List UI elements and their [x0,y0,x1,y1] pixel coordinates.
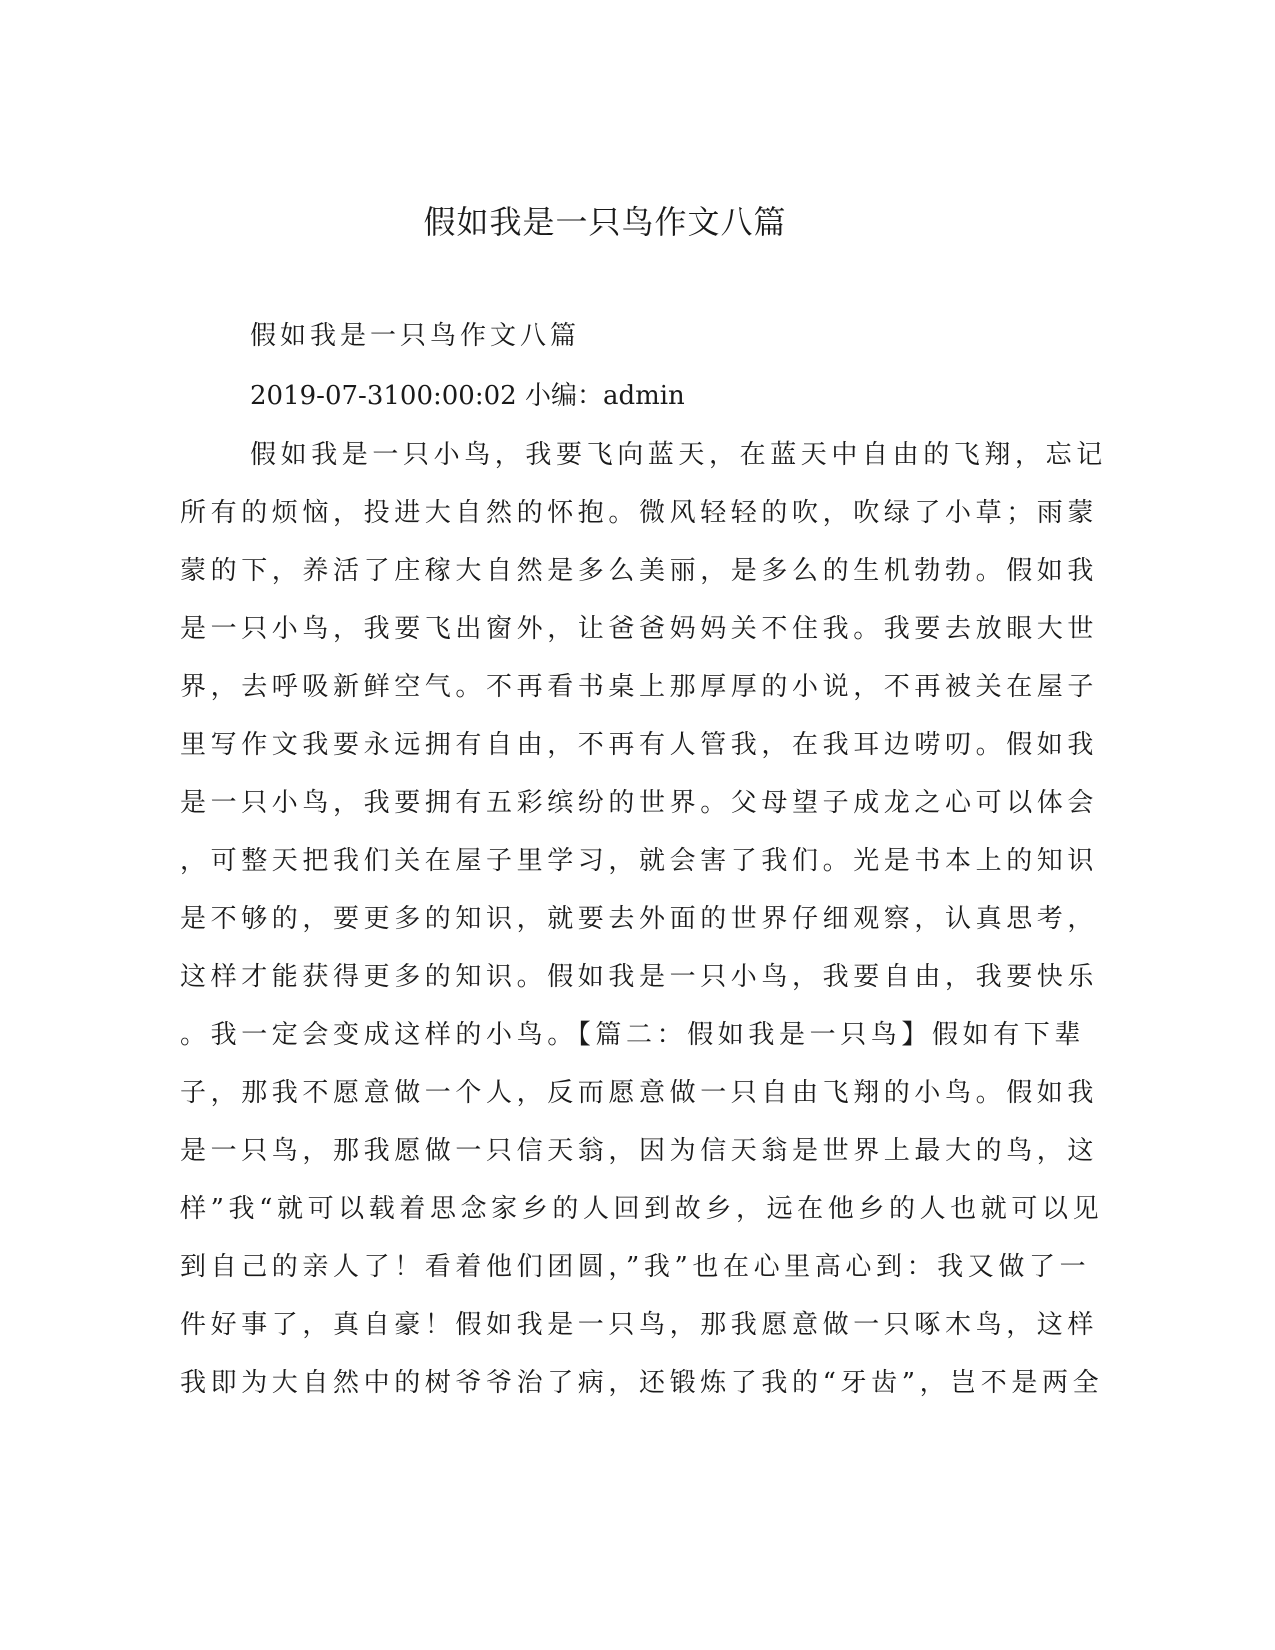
body-line: 是一只小鸟，我要飞出窗外，让爸爸妈妈关不住我。我要去放眼大世 [180,614,1099,644]
body-line: 件好事了，真自豪！假如我是一只鸟，那我愿意做一只啄木鸟，这样 [180,1310,1099,1340]
body-line: 。我一定会变成这样的小鸟。【篇二：假如我是一只鸟】假如有下辈 [180,1020,1086,1050]
body-line: 是一只小鸟，我要拥有五彩缤纷的世界。父母望子成龙之心可以体会 [180,788,1099,818]
body-line: 子，那我不愿意做一个人，反而愿意做一只自由飞翔的小鸟。假如我 [180,1078,1099,1108]
article-subtitle: 假如我是一只鸟作文八篇 [250,321,581,351]
body-line: 蒙的下，养活了庄稼大自然是多么美丽，是多么的生机勃勃。假如我 [180,556,1099,586]
body-line: 到自己的亲人了！看着他们团圆，”我”也在心里高心到：我又做了一 [180,1252,1091,1282]
body-line: 这样才能获得更多的知识。假如我是一只小鸟，我要自由，我要快乐 [180,962,1099,992]
document-title: 假如我是一只鸟作文八篇 [423,203,787,241]
body-line: 假如我是一只小鸟，我要飞向蓝天，在蓝天中自由的飞翔，忘记 [250,440,1107,470]
body-line: 里写作文我要永远拥有自由，不再有人管我，在我耳边唠叨。假如我 [180,730,1099,760]
body-line: 所有的烦恼，投进大自然的怀抱。微风轻轻的吹，吹绿了小草；雨蒙 [180,498,1099,528]
body-line: 是一只鸟，那我愿做一只信天翁，因为信天翁是世界上最大的鸟，这 [180,1136,1099,1166]
body-line: 样”我“就可以载着思念家乡的人回到故乡，远在他乡的人也就可以见 [180,1194,1104,1224]
article-meta: 2019-07-3100:00:02 小编：admin [250,381,685,411]
body-line: 界，去呼吸新鲜空气。不再看书桌上那厚厚的小说，不再被关在屋子 [180,672,1099,702]
body-line: 是不够的，要更多的知识，就要去外面的世界仔细观察，认真思考， [180,904,1099,934]
body-line: ，可整天把我们关在屋子里学习，就会害了我们。光是书本上的知识 [180,846,1099,876]
body-line: 我即为大自然中的树爷爷治了病，还锻炼了我的“牙齿”，岂不是两全 [180,1368,1104,1398]
article-body [180,432,1107,1418]
